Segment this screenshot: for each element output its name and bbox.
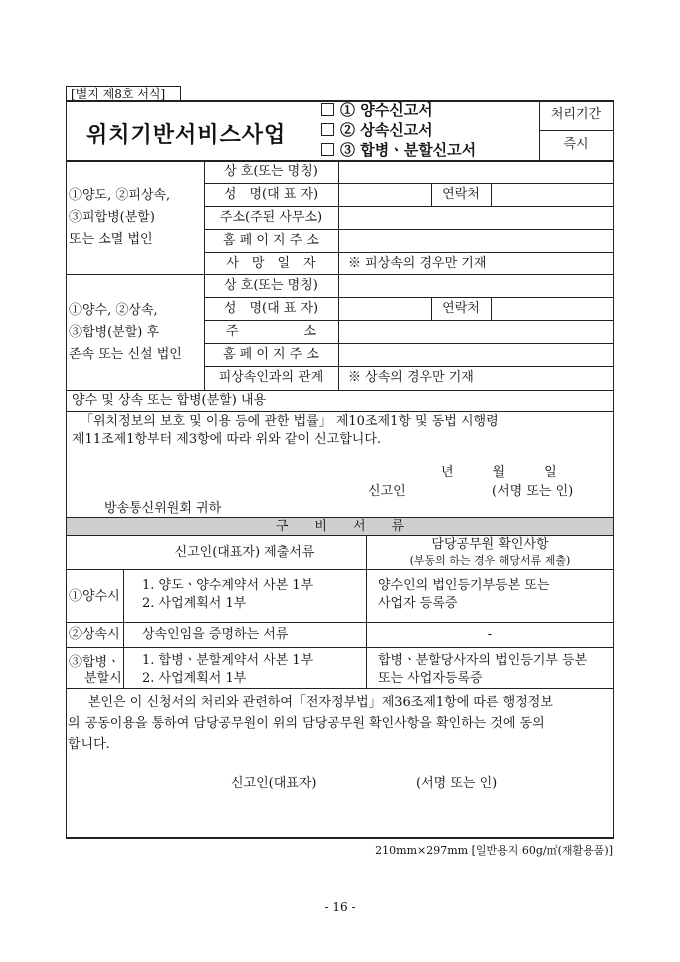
field-label: 성 명(대 표 자) <box>223 187 319 202</box>
doc-check-item: 사업자 등록증 <box>378 596 458 611</box>
field-label: 홈 페 이 지 주 소 <box>222 233 319 248</box>
section1-heading: ③피합병(분할) <box>69 210 155 225</box>
field-label: 상 호(또는 명칭) <box>224 278 318 293</box>
consent-line: 합니다. <box>68 737 110 752</box>
declaration-line: 「위치정보의 보호 및 이용 등에 관한 법률」 제10조제1항 및 동법 시행령 <box>80 414 499 429</box>
date-line: 년 월 일 <box>441 465 557 480</box>
section2-heading: ③합병(분할) 후 <box>69 325 160 340</box>
processing-period-label: 처리기간 <box>550 107 602 122</box>
consent-applicant-label: 신고인(대표자) <box>231 776 317 791</box>
field-label: 피상속인과의 관계 <box>218 370 324 385</box>
form-title: 위치기반서비스사업 <box>86 122 287 148</box>
doc-check-item: 또는 사업자등록증 <box>378 671 483 686</box>
doc-submit-item: 상속인임을 증명하는 서류 <box>142 627 289 642</box>
page-number: - 16 - <box>324 900 356 914</box>
doc-submit-item: 2. 사업계획서 1부 <box>142 671 247 686</box>
contact-label: 연락처 <box>442 301 480 316</box>
doc-check-item: 양수인의 법인등기부등본 또는 <box>378 578 550 593</box>
relation-note: ※ 상속의 경우만 기재 <box>348 370 474 385</box>
option-merger[interactable]: ③ 합병ㆍ분할신고서 <box>321 142 476 158</box>
field-label: 상 호(또는 명칭) <box>224 164 318 179</box>
consent-line: 본인은 이 신청서의 처리와 관련하여「전자정부법」제36조제1항에 따른 행정정보 <box>88 695 553 710</box>
checkbox[interactable] <box>321 123 334 136</box>
documents-header: 구 비 서 류 <box>275 519 405 534</box>
doc-submit-item: 2. 사업계획서 1부 <box>142 596 247 611</box>
doc-row-label: 분할시 <box>84 671 122 686</box>
recipient: 방송통신위원회 귀하 <box>104 501 222 516</box>
consent-line: 의 공동이용을 통하여 담당공무원이 위의 담당공무원 확인사항을 확인하는 것에 동의 <box>68 716 545 731</box>
doc-submit-item: 1. 합병ㆍ분할계약서 사본 1부 <box>142 653 314 668</box>
processing-period-value: 즉시 <box>563 137 589 152</box>
doc-row-label: ③합병ㆍ <box>69 655 120 670</box>
field-label: 성 명(대 표 자) <box>223 301 319 316</box>
doc-row-label: ②상속시 <box>69 627 120 642</box>
documents-col-submit: 신고인(대표자) 제출서류 <box>174 545 315 560</box>
contact-label: 연락처 <box>442 187 480 202</box>
field-label: 홈 페 이 지 주 소 <box>222 347 319 362</box>
death-date-note: ※ 피상속의 경우만 기재 <box>348 256 487 271</box>
documents-col-check-note: (부동의 하는 경우 해당서류 제출) <box>409 554 571 567</box>
checkbox[interactable] <box>321 103 334 116</box>
doc-check-item: 합병ㆍ분할당사자의 법인등기부 등본 <box>378 653 588 668</box>
applicant-label: 신고인 <box>368 484 406 499</box>
paper-spec: 210mm×297mm [일반용지 60g/㎡(재활용품)] <box>375 844 613 857</box>
consent-signature-label: (서명 또는 인) <box>416 776 498 791</box>
checkbox[interactable] <box>321 143 334 156</box>
field-label: 주소(주된 사무소) <box>219 210 323 225</box>
form-number-label: [별지 제8호 서식] <box>66 86 181 101</box>
doc-row-label: ①양수시 <box>69 589 120 604</box>
signature-label: (서명 또는 인) <box>492 484 574 499</box>
option-inheritance[interactable]: ② 상속신고서 <box>321 122 433 138</box>
section2-heading: 존속 또는 신설 법인 <box>69 347 182 362</box>
field-label: 주 소 <box>225 324 317 339</box>
section1-heading: 또는 소멸 법인 <box>69 232 153 247</box>
option-transfer[interactable]: ① 양수신고서 <box>321 102 433 118</box>
application-form <box>66 100 614 838</box>
documents-col-check: 담당공무원 확인사항 <box>431 537 549 552</box>
declaration-line: 제11조제1항부터 제3항에 따라 위와 같이 신고합니다. <box>72 432 382 447</box>
content-label: 양수 및 상속 또는 합병(분할) 내용 <box>72 393 267 408</box>
field-label: 사 망 일 자 <box>226 256 316 271</box>
section1-heading: ①양도, ②피상속, <box>69 188 171 203</box>
doc-submit-item: 1. 양도ㆍ양수계약서 사본 1부 <box>142 578 314 593</box>
section2-heading: ①양수, ②상속, <box>69 303 158 318</box>
doc-check-item: - <box>487 627 493 642</box>
